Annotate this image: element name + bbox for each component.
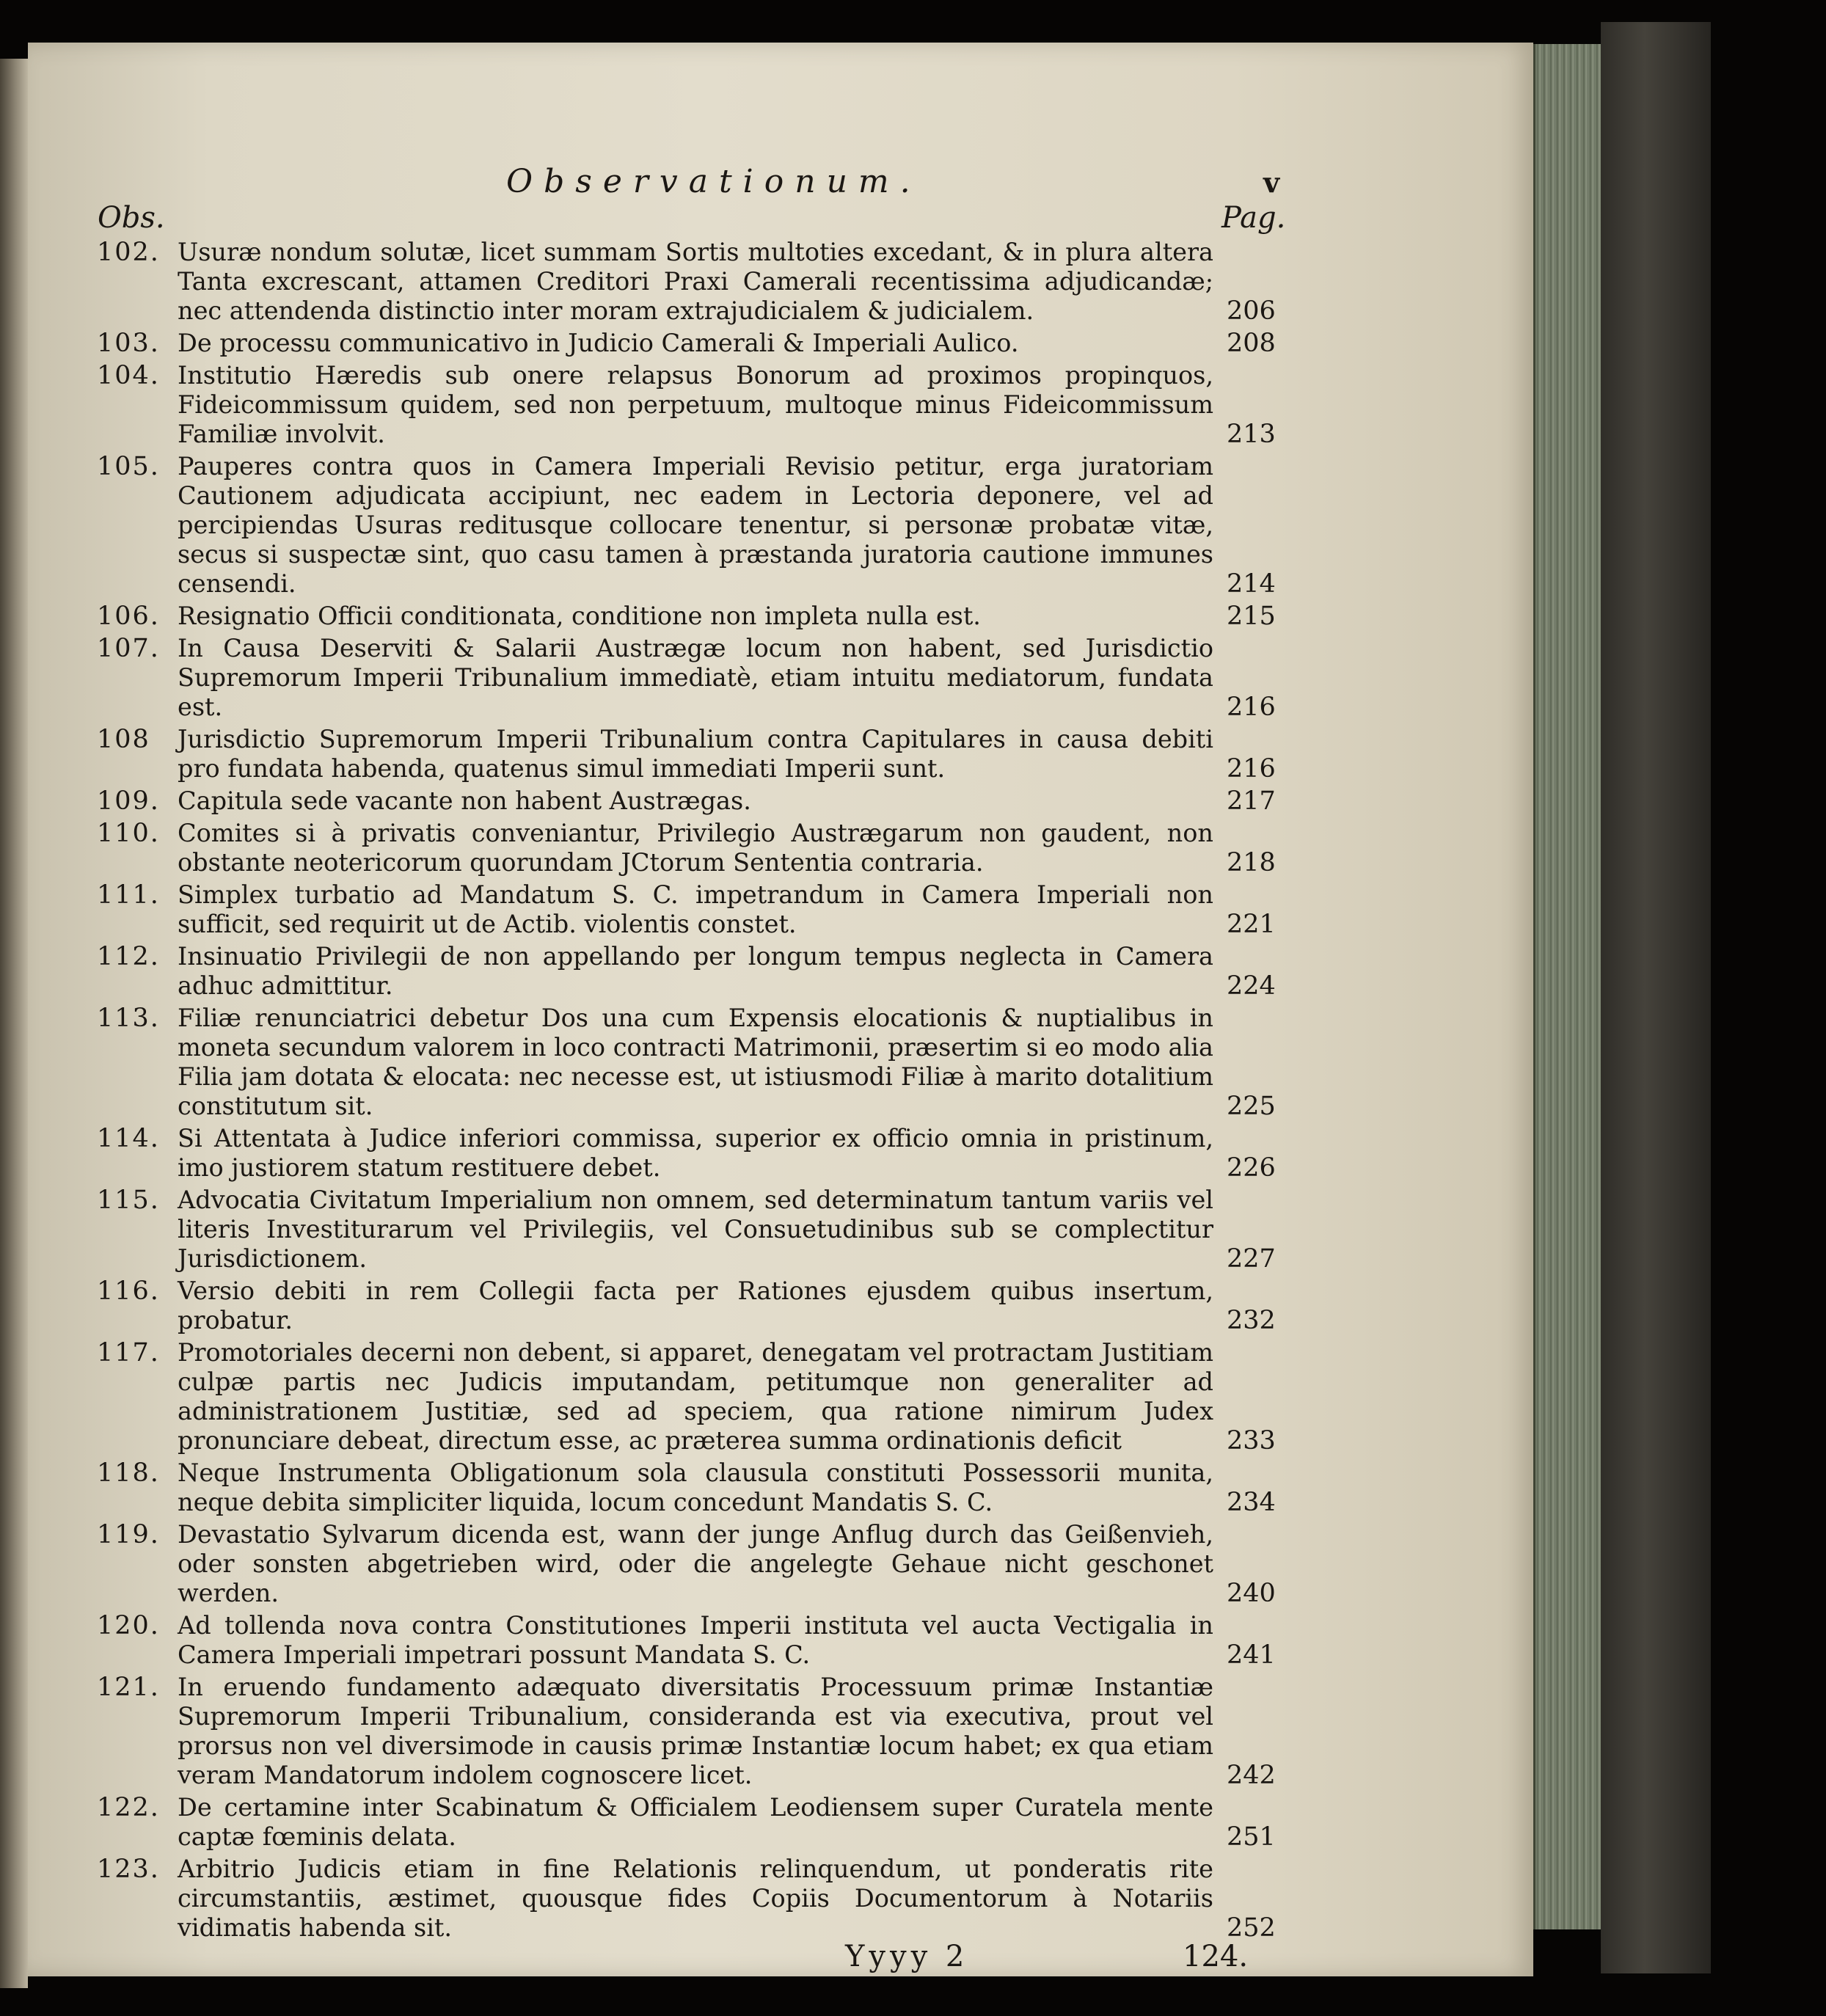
entry-number: 102. — [97, 238, 160, 267]
entry-text: Ad tollenda nova contra Constitutiones Imperii instituta vel aucta Vectigalia in Camera Imperiali impetrari possunt Mandata S. C. — [178, 1611, 1213, 1669]
entry-text: Versio debiti in rem Collegii facta per Rationes ejusdem quibus insertum, probatur. — [178, 1277, 1213, 1334]
entry-number: 118. — [97, 1458, 160, 1488]
index-entry — [0, 725, 1826, 784]
index-entry — [0, 329, 1826, 358]
entry-number: 117. — [97, 1338, 160, 1367]
entry-number: 119. — [97, 1520, 160, 1549]
entry-text: Si Attentata à Judice inferiori commissa, superior ex officio omnia in pristinum, imo justiorem statum restituere debet. — [178, 1124, 1213, 1182]
entry-text: De processu communicativo in Judicio Camerali & Imperiali Aulico. — [178, 329, 1019, 357]
entry-number: 110. — [97, 819, 160, 848]
entry-number: 115. — [97, 1186, 160, 1215]
header-mark: v — [1263, 166, 1280, 199]
entry-text: Pauperes contra quos in Camera Imperiali Revisio petitur, erga juratoriam Cautionem adjudicata accipiunt, nec eadem in Lectoria deponere, vel ad percipiendas Usuras reditusque collocare tenentur, si personæ probatæ vitæ, secus si suspectæ sint, quo casu tamen à præstanda juratoria cautione immunes censendi. — [178, 452, 1213, 598]
entry-page: 251 — [1227, 1822, 1276, 1852]
entry-page: 232 — [1227, 1306, 1276, 1335]
entry-page: 208 — [1227, 329, 1276, 358]
entry-number: 111. — [97, 880, 160, 910]
entry-page: 233 — [1227, 1426, 1276, 1456]
index-entry — [0, 238, 1826, 326]
entry-page: 206 — [1227, 296, 1276, 326]
index-entry — [0, 602, 1826, 631]
entry-number: 108 — [97, 725, 150, 754]
entry-text: Resignatio Officii conditionata, conditione non impleta nulla est. — [178, 602, 981, 630]
entry-number: 106. — [97, 602, 160, 631]
entry-page: 215 — [1227, 602, 1276, 631]
entry-number: 123. — [97, 1855, 160, 1884]
entry-number: 105. — [97, 452, 160, 481]
index-entry — [0, 1458, 1826, 1517]
entry-page: 234 — [1227, 1488, 1276, 1517]
running-header: Observationum. — [506, 163, 921, 200]
entry-text: Devastatio Sylvarum dicenda est, wann der junge Anflug durch das Geißenvieh, oder sonsten abgetrieben wird, oder die angelegte Gehaue nicht geschonet werden. — [178, 1520, 1213, 1607]
entry-number: 122. — [97, 1793, 160, 1822]
index-entry — [0, 1004, 1826, 1121]
entry-page: 216 — [1227, 693, 1276, 722]
index-entry — [0, 1338, 1826, 1456]
index-entry — [0, 1611, 1826, 1670]
index-entry — [0, 1520, 1826, 1608]
column-label-obs: Obs. — [98, 201, 165, 235]
signature-mark: Yyyy 2 — [845, 1940, 969, 1973]
entry-text: Simplex turbatio ad Mandatum S. C. impetrandum in Camera Imperiali non sufficit, sed requirit ut de Actib. violentis constet. — [178, 880, 1213, 938]
entry-page: 221 — [1227, 910, 1276, 939]
entry-number: 107. — [97, 634, 160, 663]
entry-page: 240 — [1227, 1579, 1276, 1608]
entry-text: Arbitrio Judicis etiam in fine Relationis relinquendum, ut ponderatis rite circumstantiis, æstimet, quousque fides Copiis Documentorum à Notariis vidimatis habenda sit. — [178, 1855, 1213, 1942]
entry-number: 109. — [97, 786, 160, 816]
catchword: 124. — [1183, 1940, 1249, 1973]
entry-page: 216 — [1227, 754, 1276, 784]
entry-page: 252 — [1227, 1913, 1276, 1943]
entry-number: 116. — [97, 1277, 160, 1306]
entry-text: Comites si à privatis conveniantur, Privilegio Austrægarum non gaudent, non obstante neotericorum quorundam JCtorum Sententia contraria. — [178, 819, 1213, 877]
entry-page: 218 — [1227, 848, 1276, 877]
entry-text: Filiæ renunciatrici debetur Dos una cum Expensis elocationis & nuptialibus in moneta secundum valorem in loco contracti Matrimonii, præsertim si eo modo alia Filia jam dotata & elocata: nec necesse est, ut istiusmodi Filiæ à marito dotalitium constitutum sit. — [178, 1004, 1213, 1120]
entry-number: 113. — [97, 1004, 160, 1033]
entry-number: 121. — [97, 1673, 160, 1702]
entry-text: De certamine inter Scabinatum & Officialem Leodiensem super Curatela mente captæ fœminis delata. — [178, 1793, 1213, 1851]
entry-page: 217 — [1227, 786, 1276, 816]
entry-text: Neque Instrumenta Obligationum sola clausula constituti Possessorii munita, neque debita simpliciter liquida, locum concedunt Mandatis S. C. — [178, 1458, 1213, 1516]
entry-number: 114. — [97, 1124, 160, 1153]
entry-page: 214 — [1227, 569, 1276, 599]
entry-page: 241 — [1227, 1640, 1276, 1670]
index-entry — [0, 942, 1826, 1001]
entry-page: 227 — [1227, 1244, 1276, 1274]
entry-number: 104. — [97, 361, 160, 390]
index-entry — [0, 1124, 1826, 1183]
index-entry — [0, 1186, 1826, 1274]
index-entry — [0, 786, 1826, 816]
entry-text: In Causa Deserviti & Salarii Austrægæ locum non habent, sed Jurisdictio Supremorum Imperii Tribunalium immediatè, etiam intuitu mediatorum, fundata est. — [178, 634, 1213, 721]
entry-text: Institutio Hæredis sub onere relapsus Bonorum ad proximos propinquos, Fideicommissum quidem, sed non perpetuum, multoque minus Fideicommissum Familiæ involvit. — [178, 361, 1213, 448]
index-entries — [0, 238, 1826, 1946]
entry-text: Usuræ nondum solutæ, licet summam Sortis multoties excedant, & in plura altera Tanta excrescant, attamen Creditori Praxi Camerali recentissima adjudicandæ; nec attendenda distinctio inter moram extrajudicialem & judicialem. — [178, 238, 1213, 325]
entry-page: 242 — [1227, 1761, 1276, 1790]
index-entry — [0, 1793, 1826, 1852]
entry-text: Advocatia Civitatum Imperialium non omnem, sed determinatum tantum variis vel literis Investiturarum vel Privilegiis, vel Consuetudinibus sub se complectitur Jurisdictionem. — [178, 1186, 1213, 1273]
index-entry — [0, 880, 1826, 939]
index-entry — [0, 634, 1826, 722]
entry-number: 103. — [97, 329, 160, 358]
entry-page: 213 — [1227, 420, 1276, 449]
entry-text: Insinuatio Privilegii de non appellando per longum tempus neglecta in Camera adhuc admittitur. — [178, 942, 1213, 1000]
column-label-pag: Pag. — [1221, 201, 1286, 235]
entry-text: Capitula sede vacante non habent Austrægas. — [178, 786, 751, 815]
entry-text: In eruendo fundamento adæquato diversitatis Processuum primæ Instantiæ Supremorum Imperii Tribunalium, consideranda est via executiva, prout vel prorsus non vel diversimode in causis primæ Instantiæ locum habet; ex qua etiam veram Mandatorum indolem cognoscere licet. — [178, 1673, 1213, 1789]
entry-page: 224 — [1227, 971, 1276, 1001]
entry-text: Promotoriales decerni non debent, si apparet, denegatam vel protractam Justitiam culpæ partis nec Judicis imputandam, petitumque non generaliter ad administrationem Justitiæ, sed ad speciem, qua ratione nimirum Judex pronunciare debeat, directum esse, ac præterea summa ordinationis deficit — [178, 1338, 1213, 1455]
index-entry — [0, 361, 1826, 449]
entry-number: 112. — [97, 942, 160, 971]
entry-page: 225 — [1227, 1092, 1276, 1121]
entry-page: 226 — [1227, 1153, 1276, 1183]
index-entry — [0, 819, 1826, 877]
entry-text: Jurisdictio Supremorum Imperii Tribunalium contra Capitulares in causa debiti pro fundata habenda, quatenus simul immediati Imperii sunt. — [178, 725, 1213, 783]
index-entry — [0, 1855, 1826, 1943]
index-entry — [0, 1277, 1826, 1335]
index-entry — [0, 1673, 1826, 1790]
index-entry — [0, 452, 1826, 599]
entry-number: 120. — [97, 1611, 160, 1640]
